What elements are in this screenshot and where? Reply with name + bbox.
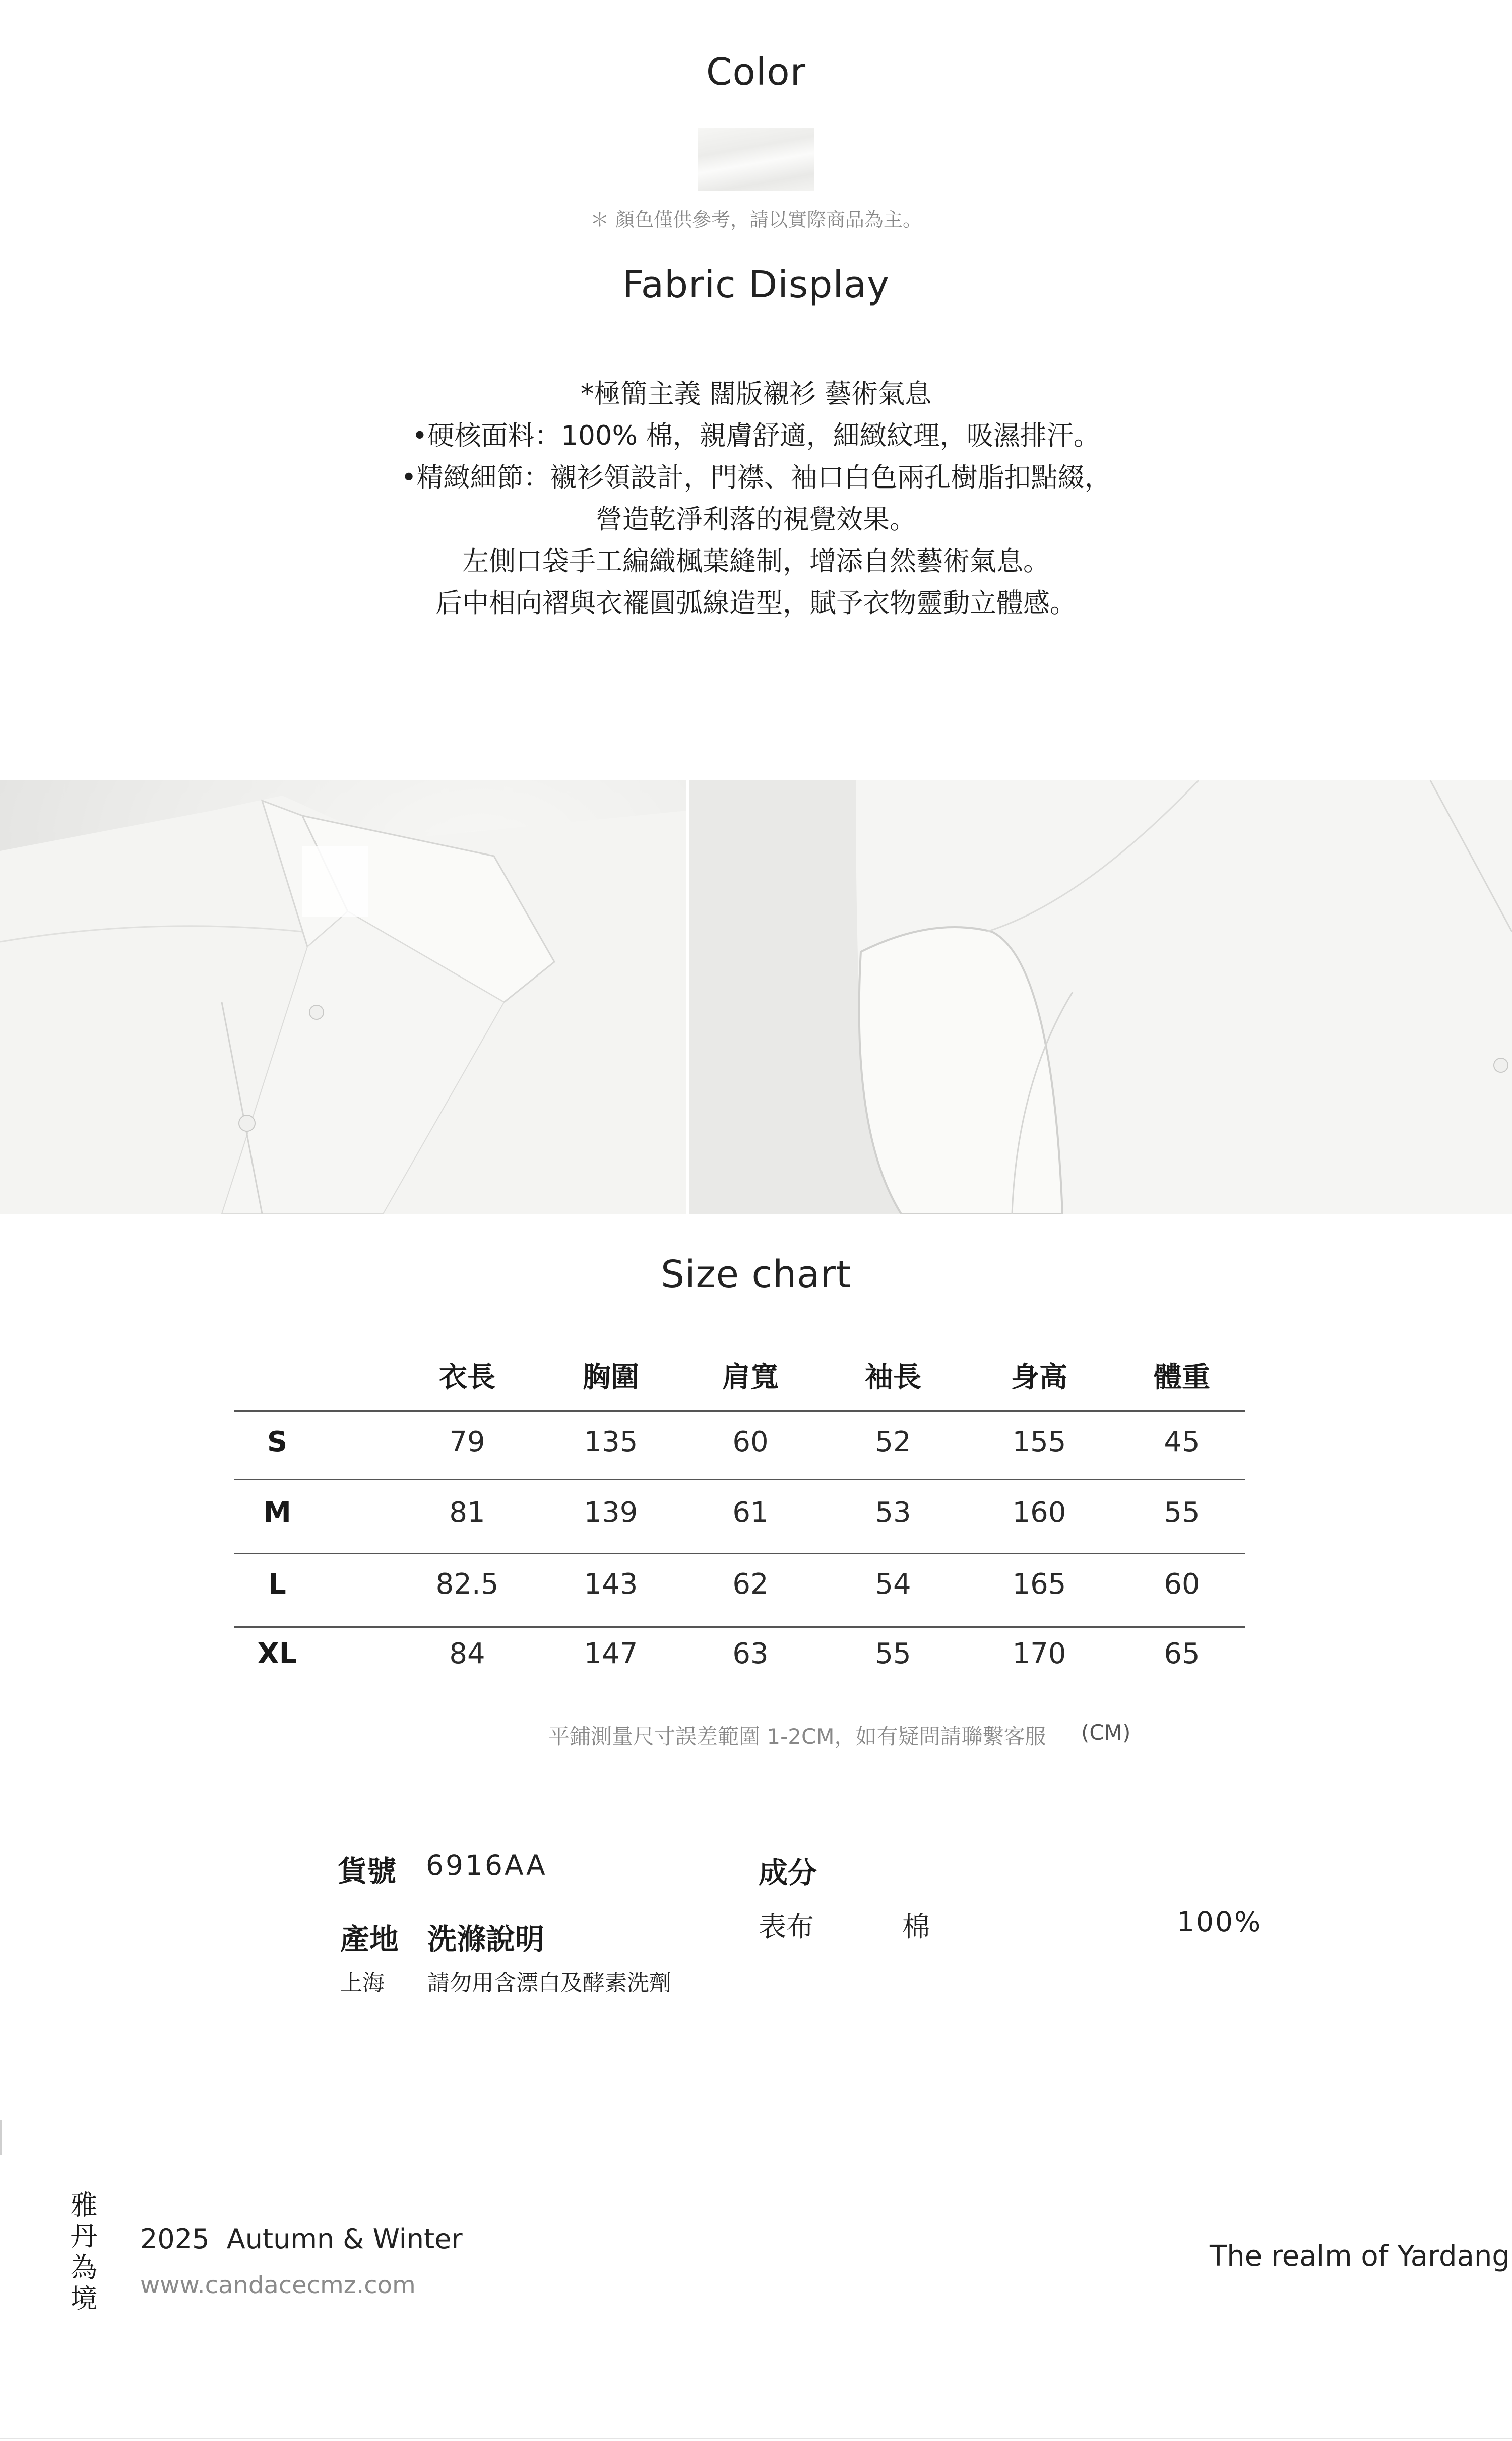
desc-line: 左側口袋手工編織楓葉縫制，增添自然藝術氣息。 [462,546,1050,577]
table-cell: 160 [1012,1496,1066,1529]
color-swatch-white [698,128,814,191]
table-cell: 170 [1012,1637,1066,1670]
color-title: Color [706,50,806,94]
size-chart-unit: (CM) [1081,1720,1131,1745]
table-cell: 135 [584,1426,638,1458]
left-edge-mark [0,2120,2,2155]
table-cell: 165 [1012,1568,1066,1601]
desc-line: •硬核面料：100% 棉，親膚舒適，細緻紋理，吸濕排汗。 [412,420,1100,451]
size-chart-title: Size chart [661,1253,851,1296]
table-cell: 155 [1012,1426,1066,1458]
column-header: 袖長 [865,1361,921,1394]
desc-line: 營造乾淨利落的視覺效果。 [596,504,916,535]
care-label: 洗滌說明 [427,1922,545,1957]
table-divider [234,1479,1245,1480]
column-header: 身高 [1011,1361,1067,1394]
column-header: 肩寬 [722,1361,779,1394]
collar-illustration [0,780,686,1214]
table-divider [234,1410,1245,1412]
website-link[interactable]: www.candacecmz.com [140,2271,416,2299]
table-cell: 62 [732,1568,769,1601]
table-cell: 79 [449,1426,485,1458]
color-note: ＊ 顏色僅供參考，請以實際商品為主。 [590,209,922,231]
table-cell: 143 [584,1568,638,1601]
season-text: 2025 Autumn & Winter [140,2223,463,2255]
column-header: 體重 [1154,1361,1210,1394]
sku-value: 6916AA [426,1849,547,1881]
column-header: 胸圍 [583,1361,639,1394]
fabric-description [0,373,1512,624]
origin-label: 產地 [340,1922,399,1957]
table-divider [234,1553,1245,1554]
sku-label: 貨號 [338,1854,397,1888]
composition-material: 棉 [902,1911,930,1943]
fabric-photo-hem [689,780,1512,1214]
table-cell: 81 [449,1496,485,1529]
table-cell: 55 [1164,1496,1200,1529]
composition-part: 表布 [759,1911,814,1943]
table-cell: 63 [732,1637,769,1670]
table-cell: 52 [875,1426,911,1458]
size-label: XL [257,1637,297,1670]
table-cell: 82.5 [435,1568,499,1601]
table-cell: 84 [449,1637,485,1670]
size-chart-note: 平鋪測量尺寸誤差範圍 1-2CM，如有疑問請聯繫客服 [548,1724,1046,1749]
table-cell: 60 [1164,1568,1200,1601]
table-cell: 60 [732,1426,769,1458]
table-cell: 65 [1164,1637,1200,1670]
table-cell: 61 [732,1496,769,1529]
composition-label: 成分 [759,1856,817,1890]
size-label: L [268,1568,286,1601]
fabric-photo-collar [0,780,686,1214]
table-cell: 55 [875,1637,911,1670]
size-label: S [267,1426,288,1458]
table-cell: 147 [584,1637,638,1670]
size-label: M [263,1496,291,1529]
brand-tagline: The realm of Yardang [1210,2240,1510,2273]
table-cell: 54 [875,1568,911,1601]
bottom-divider [0,2438,1512,2439]
brand-vertical-name: 雅丹為境 [66,2190,98,2315]
table-cell: 45 [1164,1426,1200,1458]
care-value: 請勿用含漂白及酵素洗劑 [427,1970,671,1996]
table-cell: 139 [584,1496,638,1529]
origin-value: 上海 [340,1970,385,1996]
table-cell: 53 [875,1496,911,1529]
table-divider [234,1626,1245,1628]
column-header: 衣長 [439,1361,495,1394]
desc-line: •精緻細節：襯衫領設計，門襟、袖口白色兩孔樹脂扣點綴， [401,462,1111,493]
hem-illustration [689,780,1512,1214]
desc-line: *極簡主義 闊版襯衫 藝術氣息 [580,379,932,409]
fabric-title: Fabric Display [622,263,890,307]
composition-percent: 100% [1177,1906,1263,1938]
desc-line: 后中相向褶與衣襬圓弧線造型，賦予衣物靈動立體感。 [435,588,1077,619]
